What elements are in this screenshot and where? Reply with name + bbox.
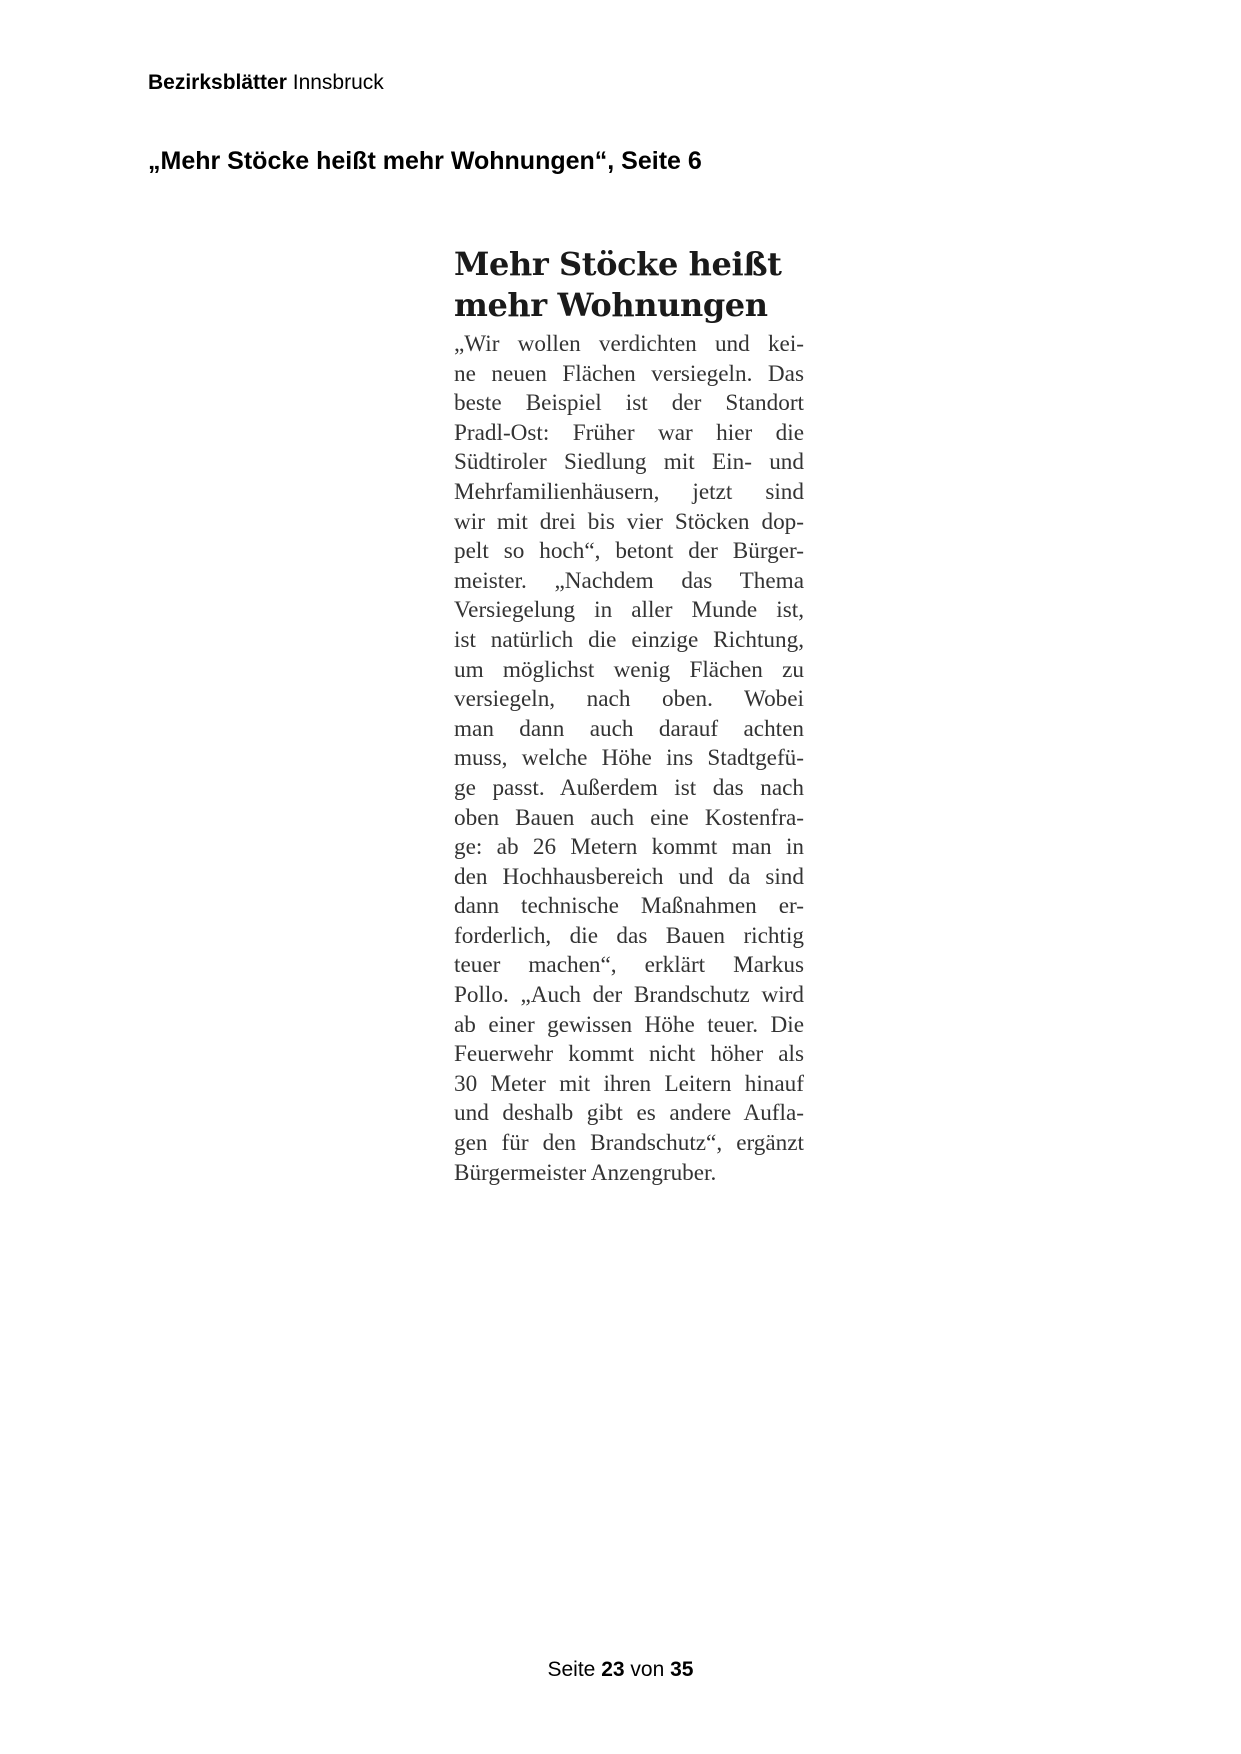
page-current: 23 — [601, 1658, 625, 1681]
clipping-body — [454, 330, 804, 1188]
clipping-body-line: beste Beispiel ist der Standort — [454, 390, 804, 417]
clipping-body-line: und deshalb gibt es andere Aufla- — [454, 1100, 804, 1127]
page-number — [0, 1659, 1241, 1680]
clipping-body-line: Versiegelung in aller Munde ist, — [454, 597, 804, 624]
newspaper-clipping — [454, 244, 804, 1188]
clipping-body-line: versiegeln, nach oben. Wobei — [454, 686, 804, 713]
clipping-body-line: ge passt. Außerdem ist das nach — [454, 774, 804, 801]
clipping-headline — [454, 244, 804, 326]
publication-header — [148, 72, 384, 93]
page-of-word: von — [630, 1658, 665, 1681]
publication-name: Bezirksblätter — [148, 71, 287, 94]
clipping-body-line: den Hochhausbereich und da sind — [454, 863, 804, 890]
clipping-body-line: wir mit drei bis vier Stöcken dop- — [454, 508, 804, 535]
clipping-body-line: gen für den Brandschutz“, ergänzt — [454, 1130, 804, 1157]
clipping-body-line: ab einer gewissen Höhe teuer. Die — [454, 1011, 804, 1038]
clipping-body-line: man dann auch darauf achten — [454, 715, 804, 742]
clipping-body-line: ge: ab 26 Metern kommt man in — [454, 834, 804, 861]
clipping-body-line: forderlich, die das Bauen richtig — [454, 922, 804, 949]
clipping-body-line: pelt so hoch“, betont der Bürger- — [454, 538, 804, 565]
clipping-body-line: Pollo. „Auch der Brandschutz wird — [454, 982, 804, 1009]
clipping-body-line: ne neuen Flächen versiegeln. Das — [454, 360, 804, 387]
clipping-body-line: 30 Meter mit ihren Leitern hinauf — [454, 1070, 804, 1097]
clipping-body-line: Südtiroler Siedlung mit Ein- und — [454, 449, 804, 476]
clipping-body-line: teuer machen“, erklärt Markus — [454, 952, 804, 979]
clipping-body-line: Pradl-Ost: Früher war hier die — [454, 419, 804, 446]
article-reference: „Mehr Stöcke heißt mehr Wohnungen“, Seite 6 — [148, 147, 702, 175]
clipping-body-line: oben Bauen auch eine Kostenfra- — [454, 804, 804, 831]
clipping-body-line: meister. „Nachdem das Thema — [454, 567, 804, 594]
clipping-body-line: dann technische Maßnahmen er- — [454, 893, 804, 920]
clipping-body-line: um möglichst wenig Flächen zu — [454, 656, 804, 683]
publication-region: Innsbruck — [292, 71, 384, 94]
clipping-body-line: Mehrfamilienhäusern, jetzt sind — [454, 478, 804, 505]
clipping-body-line: muss, welche Höhe ins Stadtgefü- — [454, 745, 804, 772]
clipping-body-line: ist natürlich die einzige Richtung, — [454, 626, 804, 653]
clipping-body-line: Bürgermeister Anzengruber. — [454, 1159, 717, 1186]
clipping-headline-line: Mehr Stöcke heißt — [454, 245, 782, 283]
page-total: 35 — [670, 1658, 694, 1681]
clipping-body-line: Feuerwehr kommt nicht höher als — [454, 1041, 804, 1068]
clipping-body-line: „Wir wollen verdichten und kei- — [454, 331, 804, 357]
page-word: Seite — [547, 1658, 596, 1681]
clipping-headline-line: mehr Wohnungen — [454, 286, 768, 324]
